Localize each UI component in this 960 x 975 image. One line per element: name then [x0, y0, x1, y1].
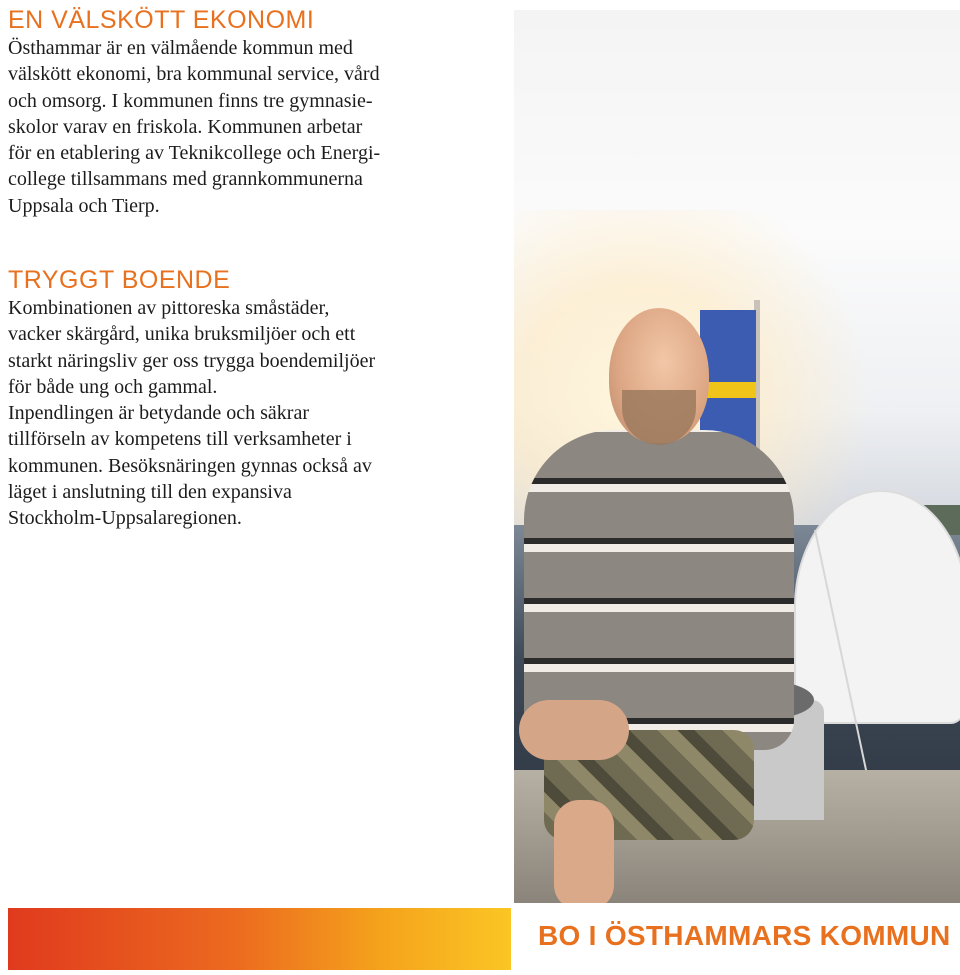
- text-line: läget i anslutning till den expansiva: [8, 481, 292, 504]
- text-line: skolor varav en friskola. Kommunen arbetar: [8, 115, 363, 138]
- text-line: Östhammar är en välmående kommun med: [8, 37, 353, 59]
- text-line: Inpendlingen är betydande och säkrar: [8, 402, 309, 425]
- man-hands: [519, 700, 629, 760]
- sailing-photo: [514, 10, 960, 903]
- text-line: vacker skärgård, unika bruksmiljöer och ett: [8, 323, 356, 346]
- text-line: för en etablering av Teknikcollege och Energi-: [8, 142, 381, 165]
- text-line: Stockholm-Uppsalaregionen.: [8, 507, 242, 530]
- footer-title: BO I ÖSTHAMMARS KOMMUN: [538, 920, 951, 951]
- sail-cover: [794, 490, 960, 724]
- text-line: tillförseln av kompetens till verksamheter i: [8, 428, 352, 451]
- text-line: college tillsammans med grannkommunerna: [8, 168, 363, 191]
- section-heading-housing: TRYGGT BOENDE: [8, 266, 231, 294]
- text-line: välskött ekonomi, bra kommunal service, vård: [8, 63, 380, 86]
- section-heading-economy: EN VÄLSKÖTT EKONOMI: [8, 6, 315, 34]
- man-leg: [554, 800, 614, 903]
- text-line: Uppsala och Tierp.: [8, 194, 160, 217]
- text-line: för både ung och gammal.: [8, 375, 218, 398]
- section-text-economy: [8, 35, 380, 219]
- text-line: kommunen. Besöksnäringen gynnas också av: [8, 454, 372, 477]
- text-line: Kombinationen av pittoreska småstäder,: [8, 297, 330, 319]
- text-line: och omsorg. I kommunen finns tre gymnasie-: [8, 89, 373, 112]
- gradient-band: [8, 908, 511, 970]
- text-line: starkt näringsliv ger oss trygga boendemiljöer: [8, 349, 376, 372]
- section-text-housing: [8, 295, 375, 532]
